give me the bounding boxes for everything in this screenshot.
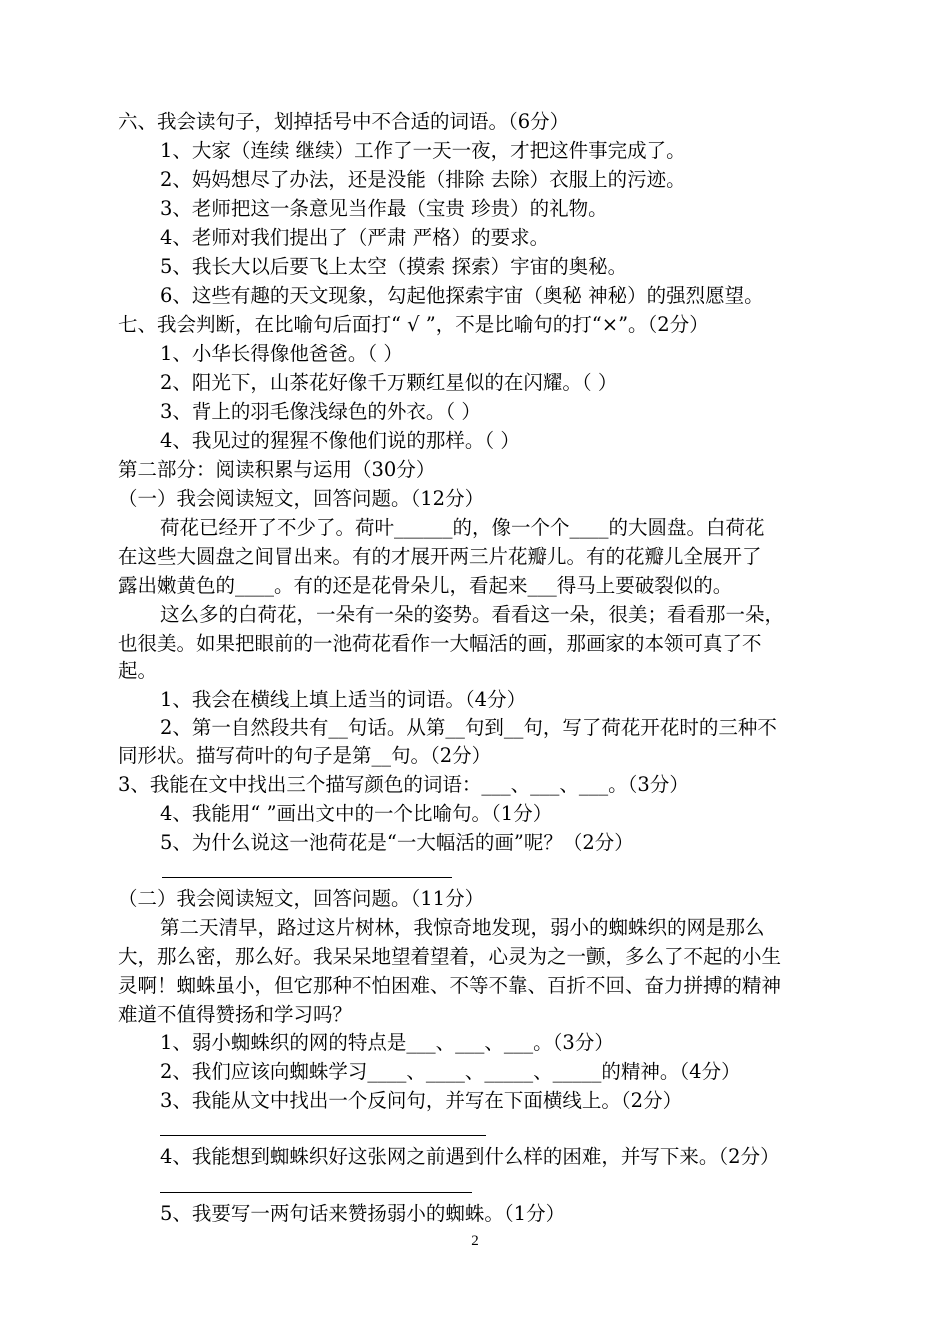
question-line: 5、我长大以后要飞上太空（摸索 探索）宇宙的奥秘。 bbox=[160, 255, 628, 278]
passage-line: 起。 bbox=[118, 659, 158, 682]
passage-line: 露出嫩黄色的____。有的还是花骨朵儿，看起来___得马上要破裂似的。 bbox=[118, 574, 733, 597]
question-line: 同形状。描写荷叶的句子是第__句。（2分） bbox=[118, 744, 492, 767]
question-line: 4、我能想到蜘蛛织好这张网之前遇到什么样的困难，并写下来。（2分） bbox=[160, 1145, 780, 1168]
question-line: 1、大家（连续 继续）工作了一天一夜，才把这件事完成了。 bbox=[160, 139, 686, 162]
section-6-title: 六、我会读句子，划掉括号中不合适的词语。（6分） bbox=[118, 110, 570, 133]
passage-line: 在这些大圆盘之间冒出来。有的才展开两三片花瓣儿。有的花瓣儿全展开了 bbox=[118, 545, 762, 568]
question-line: 1、小华长得像他爸爸。（ ） bbox=[160, 342, 403, 365]
question-line: 4、我能用“ ”画出文中的一个比喻句。（1分） bbox=[160, 802, 553, 825]
question-line: 5、为什么说这一池荷花是“一大幅活的画”呢？（2分） bbox=[160, 831, 634, 854]
question-line: 3、我能从文中找出一个反问句，并写在下面横线上。（2分） bbox=[160, 1089, 683, 1112]
part-2-title: 第二部分：阅读积累与运用（30分） bbox=[118, 458, 436, 481]
question-line: 2、第一自然段共有__句话。从第__句到__句，写了荷花开花时的三种不 bbox=[160, 716, 777, 739]
reading-1-title: （一）我会阅读短文，回答问题。（12分） bbox=[118, 487, 485, 510]
reading-2-title: （二）我会阅读短文，回答问题。（11分） bbox=[118, 887, 485, 910]
passage-line: 大，那么密，那么好。我呆呆地望着望着，心灵为之一颤，多么了不起的小生 bbox=[118, 945, 782, 968]
section-7-title: 七、我会判断，在比喻句后面打“ √ ”，不是比喻句的打“×”。（2分） bbox=[118, 313, 709, 336]
page-number: 2 bbox=[471, 1233, 479, 1249]
question-line: 2、我们应该向蜘蛛学习____、____、_____、_____的精神。（4分） bbox=[160, 1060, 741, 1083]
question-line: 6、这些有趣的天文现象，勾起他探索宇宙（奥秘 神秘）的强烈愿望。 bbox=[160, 284, 764, 307]
passage-line: 难道不值得赞扬和学习吗？ bbox=[118, 1003, 353, 1026]
question-line: 5、我要写一两句话来赞扬弱小的蜘蛛。（1分） bbox=[160, 1202, 566, 1225]
answer-line bbox=[162, 877, 452, 878]
passage-line: 也很美。如果把眼前的一池荷花看作一大幅活的画，那画家的本领可真了不 bbox=[118, 632, 762, 655]
question-line: 4、我见过的猩猩不像他们说的那样。（ ） bbox=[160, 429, 520, 452]
question-line: 1、我会在横线上填上适当的词语。（4分） bbox=[160, 688, 527, 711]
question-line: 2、阳光下，山茶花好像千万颗红星似的在闪耀。（ ） bbox=[160, 371, 618, 394]
question-line: 3、老师把这一条意见当作最（宝贵 珍贵）的礼物。 bbox=[160, 197, 608, 220]
question-line: 3、背上的羽毛像浅绿色的外衣。（ ） bbox=[160, 400, 481, 423]
question-line: 2、妈妈想尽了办法，还是没能（排除 去除）衣服上的污迹。 bbox=[160, 168, 686, 191]
question-line: 4、老师对我们提出了（严肃 严格）的要求。 bbox=[160, 226, 550, 249]
answer-line bbox=[160, 1135, 486, 1136]
question-line: 1、弱小蜘蛛织的网的特点是___、___、___。（3分） bbox=[160, 1031, 614, 1054]
passage-line: 灵啊！蜘蛛虽小，但它那种不怕困难、不等不靠、百折不回、奋力拼搏的精神 bbox=[118, 974, 782, 997]
question-line: 3、我能在文中找出三个描写颜色的词语：___、___、___。（3分） bbox=[118, 773, 689, 796]
passage-line: 第二天清早，路过这片树林，我惊奇地发现，弱小的蜘蛛织的网是那么 bbox=[160, 916, 765, 939]
answer-line bbox=[160, 1192, 472, 1193]
passage-line: 这么多的白荷花，一朵有一朵的姿势。看看这一朵，很美；看看那一朵， bbox=[160, 603, 785, 626]
passage-line: 荷花已经开了不少了。荷叶______的，像一个个____的大圆盘。白荷花 bbox=[160, 516, 765, 539]
